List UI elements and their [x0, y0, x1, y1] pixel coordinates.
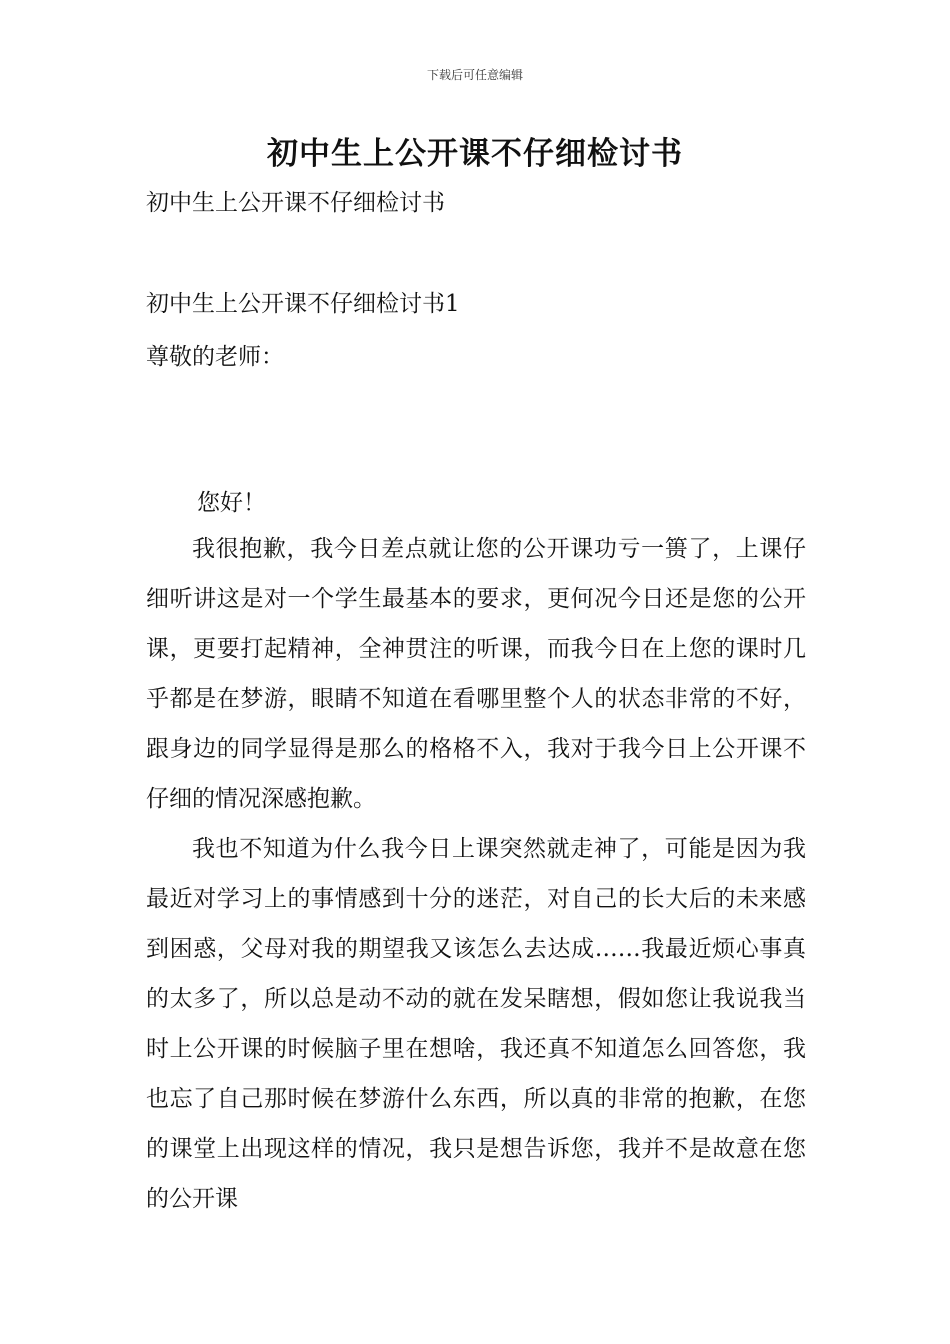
- greeting: 您好！: [197, 490, 266, 516]
- paragraph: 我也不知道为什么我今日上课突然就走神了，可能是因为我最近对学习上的事情感到十分的迷茫，对自己的长大后的未来感到困惑，父母对我的期望我又该怎么去达成……我最近烦心事真的太多了，所以总是动不动的就在发呆瞎想，假如您让我说我当时上公开课的时候脑子里在想啥，我还真不知道怎么回答您，我也忘了自己那时候在梦游什么东西，所以真的非常的抱歉，在您的课堂上出现这样的情况，我只是想告诉您，我并不是故意在您的公开课: [146, 836, 806, 1212]
- document-subtitle: 初中生上公开课不仔细检讨书: [146, 190, 445, 216]
- salutation: 尊敬的老师：: [146, 344, 284, 370]
- header-note: 下载后可任意编辑: [426, 68, 523, 82]
- body-text: [146, 524, 806, 1224]
- section-heading: 初中生上公开课不仔细检讨书1: [146, 291, 460, 317]
- paragraph: 我很抱歉，我今日差点就让您的公开课功亏一篑了，上课仔细听讲这是对一个学生最基本的要求，更何况今日还是您的公开课，更要打起精神，全神贯注的听课，而我今日在上您的课时几乎都是在梦游，眼睛不知道在看哪里整个人的状态非常的不好，跟身边的同学显得是那么的格格不入，我对于我今日上公开课不仔细的情况深感抱歉。: [146, 536, 806, 812]
- document-title: 初中生上公开课不仔细检讨书: [267, 136, 683, 172]
